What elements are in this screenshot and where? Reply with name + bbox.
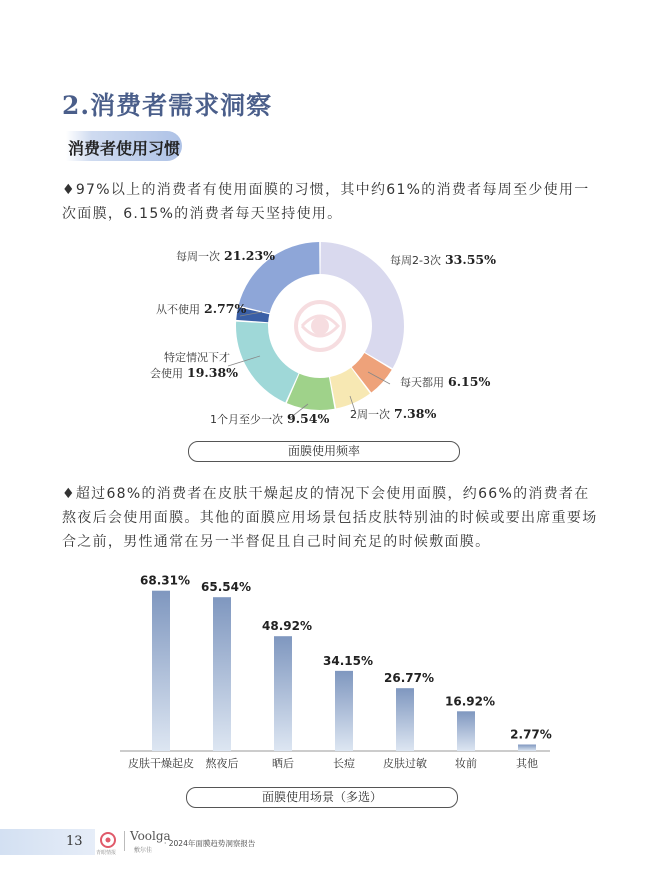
donut-label: 每周2-3次 33.55%	[390, 252, 496, 267]
section-title: 2.消费者需求洞察	[62, 91, 273, 120]
bar-category-label: 长痘	[333, 757, 355, 770]
report-title: · 2024年面膜趋势洞察报告	[164, 839, 256, 848]
donut-label: 从不使用 2.77%	[156, 301, 247, 316]
bar-value-label: 68.31%	[140, 575, 190, 588]
bar	[457, 711, 475, 751]
bar-value-label: 26.77%	[384, 671, 434, 686]
donut-label: 每周一次 21.23%	[176, 248, 276, 263]
bar-caption: 面膜使用场景（多选）	[186, 787, 458, 808]
bar-value-label: 16.92%	[445, 694, 495, 709]
bar-category-label: 熬夜后	[205, 757, 239, 770]
brand-logo: Voolga	[130, 829, 171, 843]
bar	[213, 597, 231, 751]
donut-label: 特定情况下才 会使用 19.38%	[150, 351, 239, 380]
paragraph-frequency: ♦97%以上的消费者有使用面膜的习惯，其中约61%的消费者每周至少使用一次面膜，6.15%的消费者每天坚持使用。	[62, 182, 590, 222]
scenario-bar-chart	[120, 575, 560, 775]
bar	[274, 636, 292, 751]
donut-label: 每天都用 6.15%	[400, 374, 491, 389]
center-watermark-icon	[296, 302, 344, 350]
bar	[335, 671, 353, 751]
bar	[396, 688, 414, 751]
paragraph-scenarios: ♦超过68%的消费者在皮肤干燥起皮的情况下会使用面膜，约66%的消费者在熬夜后会使用面膜。其他的面膜应用场景包括皮肤特别油的时候或要出席重要场合之前，男性通常在另一半督促且自己时间充足的时候敷面膜。	[62, 486, 598, 550]
donut-label: 1个月至少一次 9.54%	[210, 411, 330, 426]
bar-value-label: 48.92%	[262, 619, 312, 634]
bar-category-label: 妆前	[455, 757, 477, 770]
bar-value-label: 2.77%	[510, 727, 552, 742]
bar-category-label: 其他	[516, 757, 538, 770]
donut-slice	[236, 322, 299, 403]
bar	[152, 591, 170, 751]
bar-value-label: 65.54%	[201, 580, 251, 595]
bar-category-label: 皮肤干燥起皮	[128, 757, 194, 770]
bar	[518, 744, 536, 751]
bar-category-label: 皮肤过敏	[383, 757, 427, 770]
qingyan-logo-text: 青眼情报	[96, 850, 117, 856]
bar-category-label: 晒后	[272, 757, 294, 770]
brand-logo-sub: 敷尔佳	[134, 847, 153, 854]
donut-label: 2周一次 7.38%	[350, 406, 437, 421]
donut-caption: 面膜使用频率	[188, 441, 460, 462]
footer-separator	[124, 831, 125, 851]
page-number: 13	[66, 834, 83, 849]
subtitle: 消费者使用习惯	[68, 139, 181, 158]
bar-value-label: 34.15%	[323, 653, 373, 668]
